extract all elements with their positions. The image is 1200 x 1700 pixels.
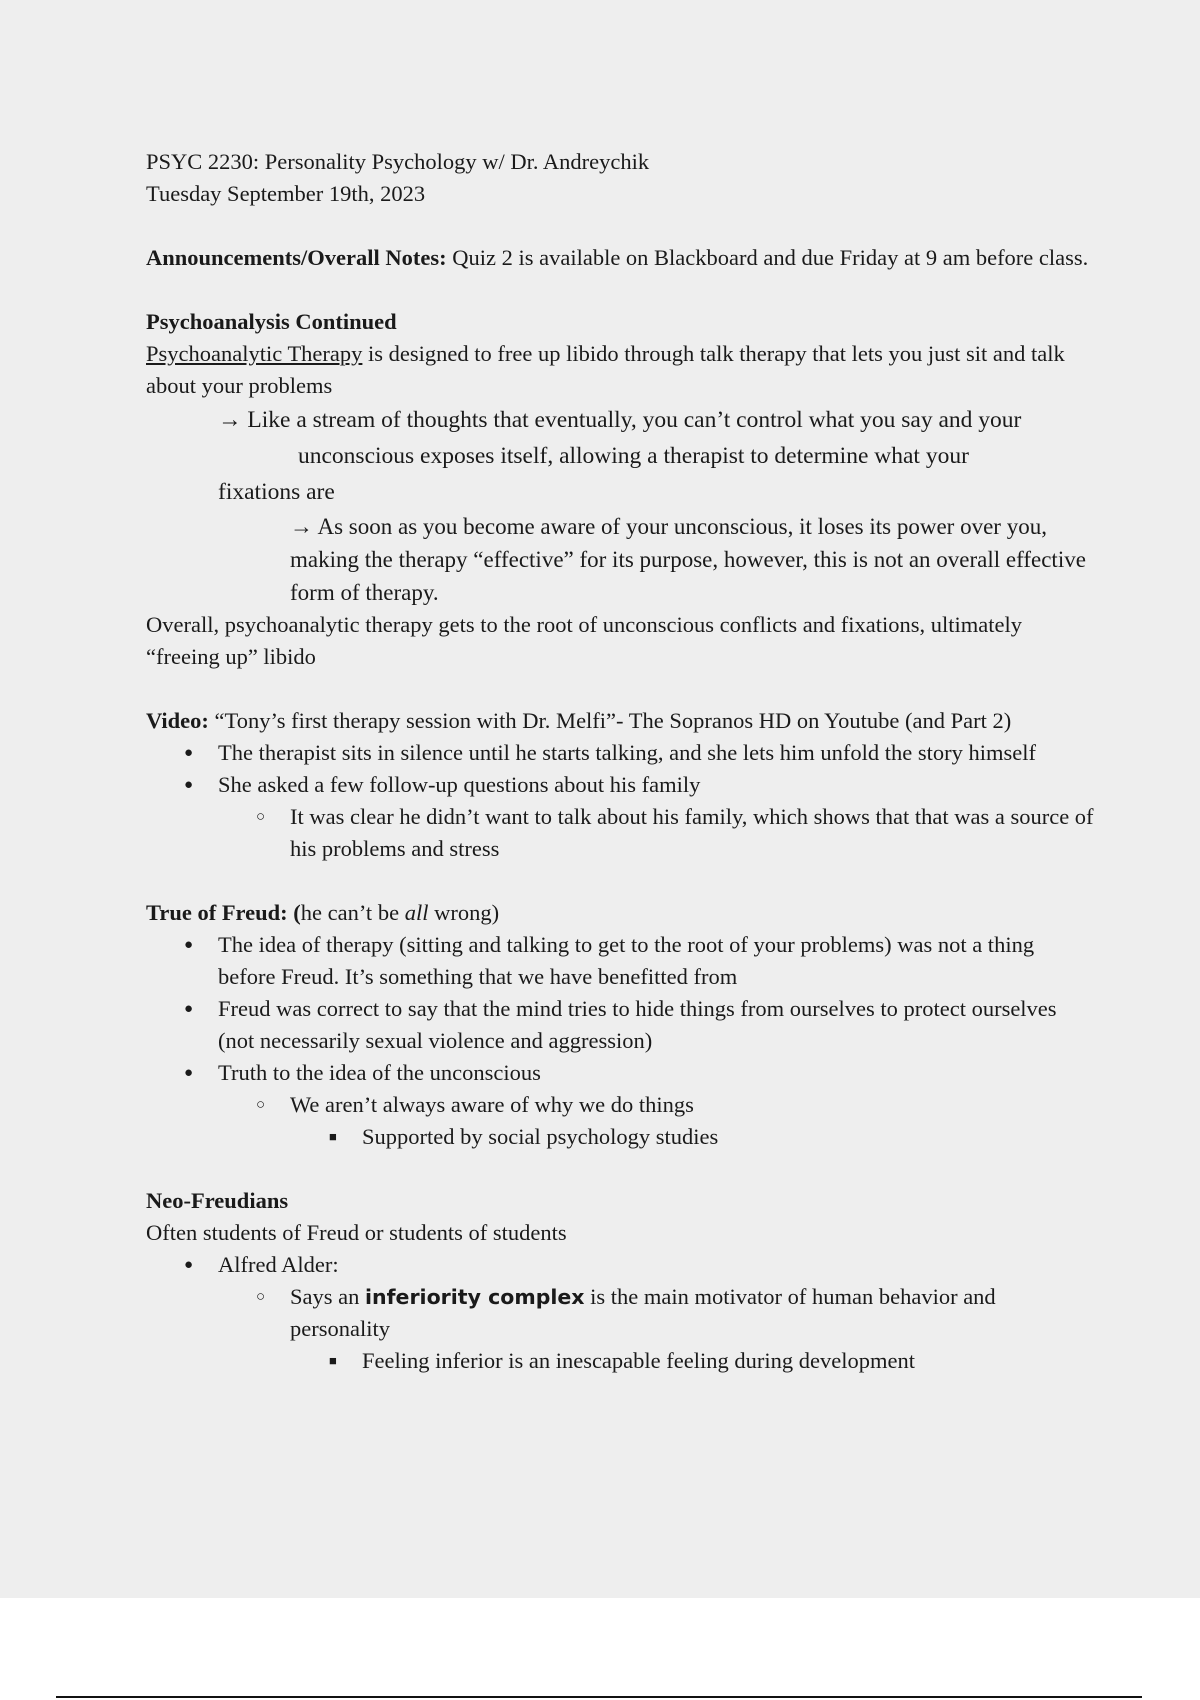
list-item: ■ Supported by social psychology studies — [146, 1121, 1096, 1153]
list-item: ● She asked a few follow-up questions about his family — [146, 769, 1096, 801]
neo-freudians-intro: Often students of Freud or students of students — [146, 1220, 567, 1245]
psychoanalysis-heading: Psychoanalysis Continued — [146, 309, 397, 334]
announcements-text: Quiz 2 is available on Blackboard and due Friday at 9 am before class. — [446, 245, 1089, 270]
announcements — [146, 242, 1096, 274]
list-item: ○ We aren’t always aware of why we do things — [146, 1089, 1096, 1121]
video-notes-list — [146, 737, 1096, 865]
list-item: ● The idea of therapy (sitting and talking to get to the root of your problems) was not a thing before Freud. It’s something that we have benefitted from — [146, 929, 1096, 993]
list-item: ○ It was clear he didn’t want to talk about his family, which shows that that was a source of his problems and stress — [146, 801, 1096, 865]
list-item: ○ Says an inferiority complex is the main motivator of human behavior and personality — [146, 1281, 1096, 1345]
video-title: “Tony’s first therapy session with Dr. Melfi”- The Sopranos HD on Youtube (and Part 2) — [208, 708, 1012, 733]
psychoanalytic-therapy-term: Psychoanalytic Therapy — [146, 341, 363, 366]
document-body — [146, 146, 1096, 1377]
neo-freudians-list — [146, 1249, 1096, 1377]
video-label: Video: — [146, 708, 209, 733]
psychoanalysis-overall: Overall, psychoanalytic therapy gets to the root of unconscious conflicts and fixations, ultimately “freeing up” libido — [146, 612, 1023, 669]
announcements-label: Announcements/Overall Notes: — [146, 245, 447, 270]
video-line — [146, 705, 1096, 737]
neo-freudians-heading: Neo-Freudians — [146, 1188, 289, 1213]
arrow-note-awareness: → As soon as you become aware of your unconscious, it loses its power over you, making the therapy “effective” for its purpose, however, this is not an overall effective form of therapy. — [290, 514, 1086, 605]
list-item: ● Freud was correct to say that the mind tries to hide things from ourselves to protect ourselves (not necessarily sexual violence and aggression) — [146, 993, 1096, 1057]
course-title: PSYC 2230: Personality Psychology w/ Dr. Andreychik — [146, 149, 650, 174]
lecture-date: Tuesday September 19th, 2023 — [146, 181, 426, 206]
list-item: ● Truth to the idea of the unconscious — [146, 1057, 1096, 1089]
list-item: ● The therapist sits in silence until he starts talking, and she lets him unfold the story himself — [146, 737, 1096, 769]
list-item: ■ Feeling inferior is an inescapable feeling during development — [146, 1345, 1096, 1377]
freud-notes-list — [146, 929, 1096, 1153]
page-divider — [56, 1696, 1142, 1698]
psychoanalytic-therapy-definition: Psychoanalytic Therapy is designed to free up libido through talk therapy that lets you just sit and talk about your problems — [146, 341, 1065, 398]
arrow-note-stream: → Like a stream of thoughts that eventually, you can’t control what you say and your unconscious exposes itself, allowing a therapist to determine what your fixations are — [218, 407, 1022, 505]
list-item: ● Alfred Alder: — [146, 1249, 1096, 1281]
freud-heading: True of Freud: (he can’t be all wrong) — [146, 900, 500, 925]
